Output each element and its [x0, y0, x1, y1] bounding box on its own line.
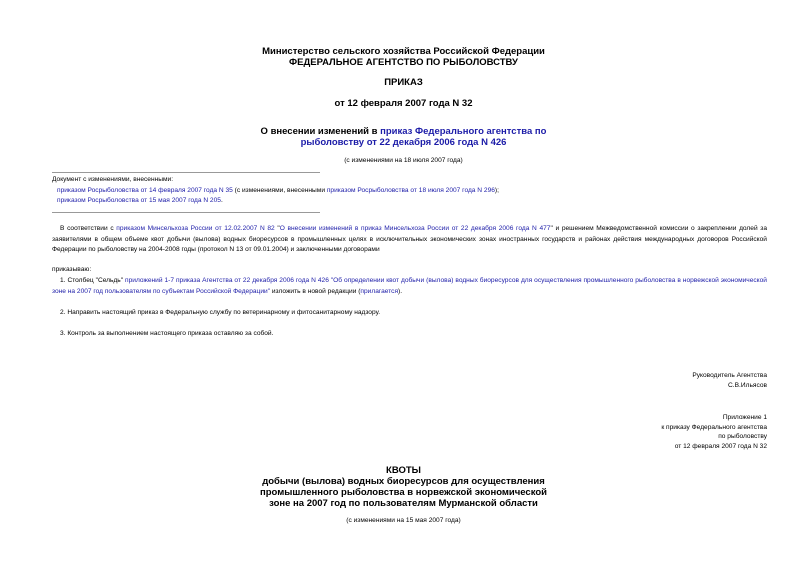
changes-link-order-205[interactable]: приказом Росрыболовства от 15 мая 2007 года N 205: [57, 197, 221, 204]
document-title-line2: [0, 137, 807, 148]
title-link-order-426[interactable]: приказ Федерального агентства по: [380, 126, 547, 137]
preamble-paragraph: В соответствии с приказом Минсельхоза России от 12.02.2007 N 82 "О внесении изменений в приказ Минсельхоза России от 22 декабря 2006 года N 477" и решением Межведомственной комиссии о закреплении долей за заявителями в общем объеме квот добычи (вылова) водных биоресурсов в промышленных целях в исключительных экономических зонах иностранных государств и районах действия международных договоров Российской Федерации по рыболовству на 2004-2008 годы (протокол N 13 от 09.01.2004) и заключенными договорами: [52, 225, 767, 253]
changes-box-top-rule: [52, 172, 320, 173]
appendix-line-3: по рыболовству: [718, 433, 767, 440]
title-link-order-426-cont[interactable]: рыболовству от 22 декабря 2006 года N 426: [300, 137, 507, 148]
changes-intro: Документ с изменениями, внесенными:: [52, 176, 174, 183]
agency-name: ФЕДЕРАЛЬНОЕ АГЕНТСТВО ПО РЫБОЛОВСТВУ: [289, 57, 518, 68]
changes-box-bottom-rule: [52, 212, 320, 213]
changes-item-1: приказом Росрыболовства от 14 февраля 2007 года N 35 (с изменениями, внесенными приказом Росрыболовства от 18 июля 2007 года N 296);: [57, 187, 499, 194]
signature-position: Руководитель Агентства: [692, 372, 767, 379]
quotas-line-3: зоне на 2007 год по пользователям Мурманской области: [269, 498, 538, 509]
order-item-1: 1. Столбец "Сельдь" приложений 1-7 приказа Агентства от 22 декабря 2006 года N 426 "Об определении квот добычи (вылова) водных биоресурсов для осуществления промышленного рыболовства в норвежской экономической зоне на 2007 год пользователям по субъектам Российской Федерации" изложить в новой редакции (прилагается).: [52, 277, 767, 295]
order-item-2: 2. Направить настоящий приказ в Федеральную службу по ветеринарному и фитосанитарному надзору.: [60, 309, 381, 316]
changes-link-order-296[interactable]: приказом Росрыболовства от 18 июля 2007 года N 296: [326, 187, 495, 194]
document-title: [0, 126, 807, 137]
quotas-line-2: промышленного рыболовства в норвежской экономической: [260, 487, 547, 498]
order-label: приказываю:: [52, 266, 92, 273]
document-type: ПРИКАЗ: [384, 77, 423, 88]
appendix-line-4: от 12 февраля 2007 года N 32: [674, 442, 767, 450]
order-item-3: 3. Контроль за выполнением настоящего приказа оставляю за собой.: [60, 330, 274, 337]
document-date-number: от 12 февраля 2007 года N 32: [334, 98, 473, 109]
changes-item-2: приказом Росрыболовства от 15 мая 2007 года N 205.: [57, 197, 223, 204]
preamble-link-order-477[interactable]: О внесении изменений в приказ Минсельхоза России от 22 декабря 2006 года N 477: [279, 225, 551, 232]
title-revision-note: (с изменениями на 18 июля 2007 года): [344, 157, 463, 164]
appendix-line-1: Приложение 1: [722, 414, 767, 421]
order-link-appendices-1-7[interactable]: приложений 1-7 приказа Агентства от 22 декабря 2006 года N 426 "Об определении квот добычи (вылова) водных биоресурсов для осуществления промышленного рыболовства в норвежской экономической зоне на 2007 год пользователям по субъектам Российской Федерации": [52, 277, 767, 295]
title-prefix: О внесении изменений в: [260, 126, 381, 137]
quotas-heading: КВОТЫ: [386, 465, 421, 476]
preamble-link-order-82[interactable]: приказом Минсельхоза России от 12.02.2007 N 82: [116, 225, 275, 232]
signature-name: С.В.Ильясов: [728, 381, 767, 389]
quotas-revision-note: (с изменениями на 15 мая 2007 года): [346, 517, 461, 524]
appendix-block: [661, 413, 767, 451]
changes-link-order-35[interactable]: приказом Росрыболовства от 14 февраля 2007 года N 35: [57, 187, 233, 194]
ministry-name: Министерство сельского хозяйства Российской Федерации: [262, 46, 545, 57]
quotas-line-1: добычи (вылова) водных биоресурсов для осуществления: [262, 476, 545, 487]
order-link-attached[interactable]: прилагается: [360, 287, 399, 295]
appendix-line-2: к приказу Федерального агентства: [661, 423, 767, 431]
signature-block: [692, 371, 767, 390]
